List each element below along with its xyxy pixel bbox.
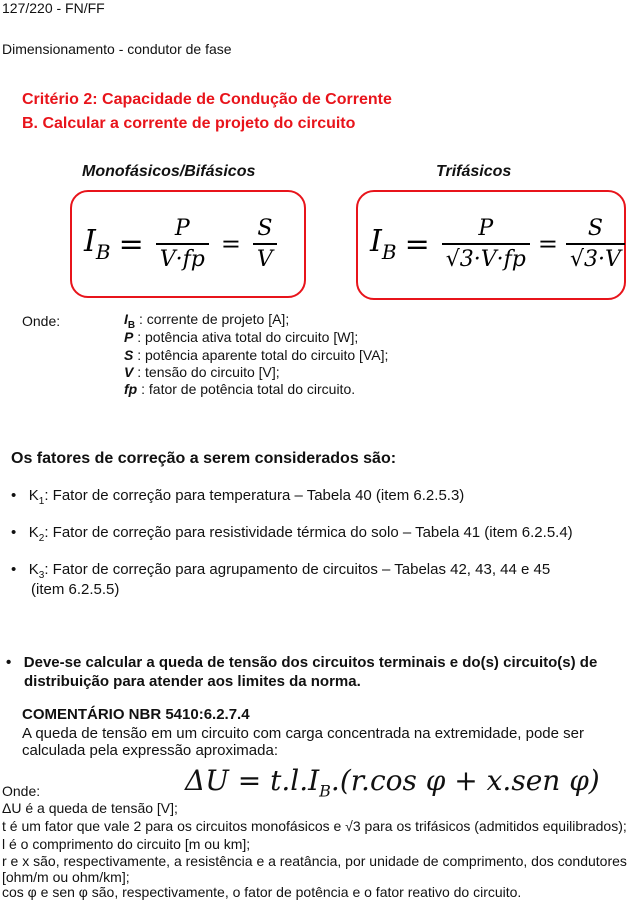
fraction: $\frac{P}{V\cdot fp}$: [156, 216, 209, 272]
voltage-bullet-cont: distribuição para atender aos limites da norma.: [24, 673, 361, 690]
tri-formula: [370, 214, 629, 274]
mono-heading: Monofásicos/Bifásicos: [82, 163, 256, 180]
factor-item: • $K_2$: Fator de correção para resistividade térmica do solo – Tabela 41 (item 6.2.5.4): [11, 524, 573, 544]
equals-sign: =: [404, 226, 430, 262]
equals-sign: =: [537, 230, 558, 258]
legend-item: V : tensão do circuito [V];: [124, 364, 280, 380]
criteria-subtitle: B. Calcular a corrente de projeto do circuito: [22, 115, 356, 132]
definition-line: l é o comprimento do circuito [m ou km];: [2, 836, 251, 852]
page-code: 127/220 - FN/FF: [2, 0, 105, 16]
fraction: $\frac{S}{V}$: [253, 216, 277, 272]
definition-line: cos φ e sen φ são, respectivamente, o fator de potência e o fator reativo do circuito.: [2, 884, 522, 900]
mono-formula: [84, 214, 281, 274]
factor-item: • $K_1$: Fator de correção para temperatura – Tabela 40 (item 6.2.5.3): [11, 487, 465, 507]
page-subtitle: Dimensionamento - condutor de fase: [2, 41, 232, 57]
factors-title: Os fatores de correção a serem considerados são:: [11, 450, 397, 467]
comment-line: A queda de tensão em um circuito com carga concentrada na extremidade, pode ser: [22, 725, 584, 742]
legend-onde: Onde:: [22, 313, 61, 329]
factor-item-cont: (item 6.2.5.5): [31, 581, 120, 598]
definition-line: [ohm/m ou ohm/km];: [2, 869, 130, 885]
tri-heading: Trifásicos: [436, 163, 512, 180]
definition-line: ΔU é a queda de tensão [V];: [2, 800, 178, 816]
equals-sign: =: [118, 226, 144, 262]
ib-symbol: $I_B$: [84, 224, 111, 264]
voltage-drop-formula: $\Delta U = t.l.I_B.(r.\cos$ φ + x.sen φ): [185, 764, 600, 801]
fraction: $\frac{S}{√3\cdot V}$: [566, 216, 625, 272]
legend-item: S : potência aparente total do circuito [VA];: [124, 347, 389, 363]
legend-item: fp : fator de potência total do circuito.: [124, 381, 356, 397]
onde-label: Onde:: [2, 783, 41, 799]
factor-item: • $K_3$: Fator de correção para agrupamento de circuitos – Tabelas 42, 43, 44 e 45: [11, 561, 551, 581]
ib-symbol: $I_B$: [370, 224, 397, 264]
fraction: $\frac{P}{√3\cdot V\cdot fp}$: [442, 216, 530, 272]
legend-item: $I_B$ : corrente de projeto [A];: [124, 311, 290, 331]
definition-line: t é um fator que vale 2 para os circuitos monofásicos e √3 para os trifásicos (admitidos equilibrados);: [2, 818, 627, 834]
voltage-bullet: • Deve-se calcular a queda de tensão dos circuitos terminais e do(s) circuito(s) de: [6, 654, 598, 671]
equals-sign: =: [220, 230, 241, 258]
comment-line: calculada pela expressão aproximada:: [22, 742, 278, 759]
legend-item: P : potência ativa total do circuito [W];: [124, 329, 359, 345]
definition-line: r e x são, respectivamente, a resistência e a reatância, por unidade de comprimento, dos condutores: [2, 853, 627, 869]
criteria-title: Critério 2: Capacidade de Condução de Corrente: [22, 91, 392, 108]
comment-title: COMENTÁRIO NBR 5410:6.2.7.4: [22, 706, 250, 723]
